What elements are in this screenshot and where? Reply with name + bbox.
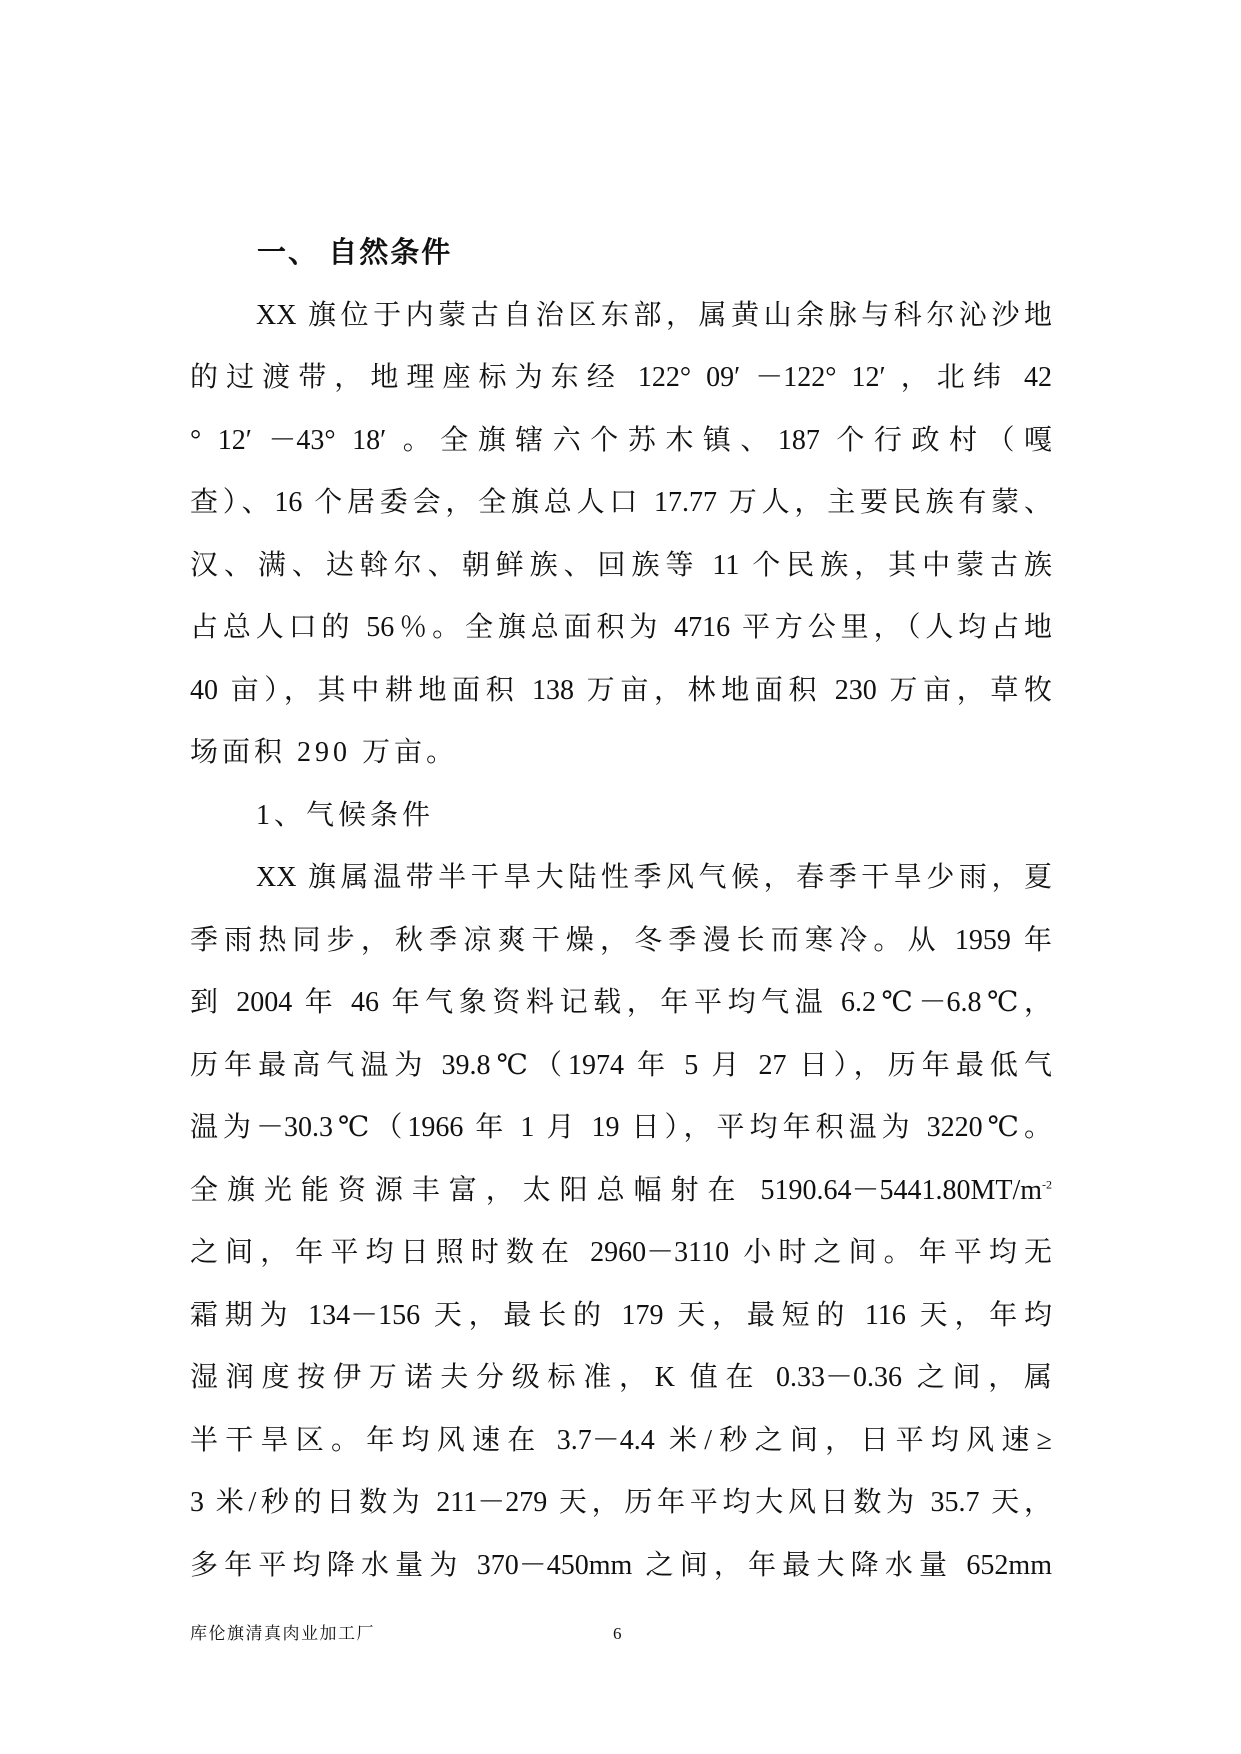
text-line: 3 米/秒的日数为 211－279 天，历年平均大风日数为 35.7 天， [190,1487,1052,1518]
text-line: 季雨热同步，秋季凉爽干燥，冬季漫长而寒冷。从 1959 年 [190,924,1052,956]
text-line: 到 2004 年 46 年气象资料记载，年平均气温 6.2℃－6.8℃， [190,987,1052,1018]
text-line: 查）、16 个居委会，全旗总人口 17.77 万人，主要民族有蒙、 [190,487,1052,518]
text-line: ° 12′ －43° 18′ 。全旗辖六个苏木镇、187 个行政村（嘎 [190,424,1052,456]
paragraph-climate-conditions [190,847,1052,1597]
section-heading: 一、 自然条件 [257,237,453,269]
text-line: 半干旱区。年均风速在 3.7－4.4 米/秒之间，日平均风速≥ [190,1424,1052,1456]
unit-superscript: -2 [1042,1177,1052,1192]
text-line: 场面积 290 万亩。 [190,737,459,768]
subsection-heading: 1、气候条件 [256,799,435,831]
text-line: 历年最高气温为 39.8℃（1974 年 5 月 27 日），历年最低气 [190,1049,1052,1081]
text-line [190,1160,1052,1223]
body-text [190,222,1052,1597]
page-number: 6 [613,1624,622,1643]
text-line: 多年平均降水量为 370－450mm 之间，年最大降水量 652mm [190,1549,1052,1581]
text-line: 之间，年平均日照时数在 2960－3110 小时之间。年平均无 [190,1237,1052,1268]
text-line: 40 亩），其中耕地面积 138 万亩，林地面积 230 万亩，草牧 [190,674,1052,706]
text-line-content: 全旗光能资源丰富，太阳总幅射在 5190.64－5441.80MT/m [190,1174,1042,1206]
text-line: 汉、满、达斡尔、朝鲜族、回族等 11 个民族，其中蒙古族 [190,549,1052,581]
footer-company-name: 库伦旗清真肉业加工厂 [190,1624,375,1643]
text-line: 霜期为 134－156 天，最长的 179 天，最短的 116 天，年均 [190,1299,1052,1331]
text-line: XX 旗位于内蒙古自治区东部，属黄山余脉与科尔沁沙地 [256,299,1052,331]
text-line: 湿润度按伊万诺夫分级标准，K 值在 0.33－0.36 之间，属 [190,1362,1052,1393]
text-line: XX 旗属温带半干旱大陆性季风气候，春季干旱少雨，夏 [256,862,1052,893]
text-line: 的过渡带，地理座标为东经 122° 09′ －122° 12′ ，北纬 42 [190,362,1052,393]
text-line: 温为－30.3℃（1966 年 1 月 19 日），平均年积温为 3220℃。 [190,1112,1052,1143]
paragraph-natural-conditions [190,285,1052,785]
text-line: 占总人口的 56％。全旗总面积为 4716 平方公里，（人均占地 [190,612,1052,643]
